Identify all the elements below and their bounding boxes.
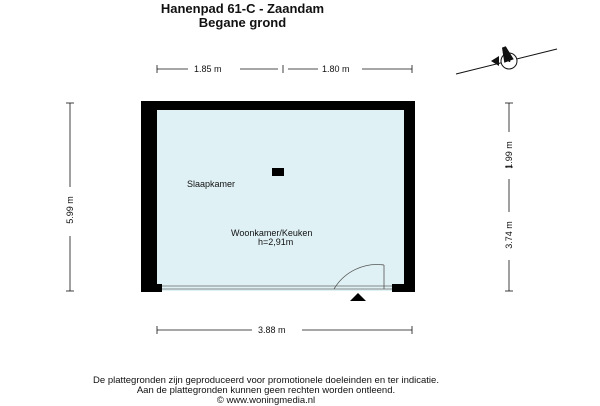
room-ceiling-height: h=2,91m bbox=[258, 237, 294, 247]
right-dimension-line bbox=[505, 103, 513, 291]
room-label-slaapkamer: Slaapkamer bbox=[187, 179, 236, 189]
dimension-right-upper: 1.99 m bbox=[504, 141, 514, 169]
dimension-bottom: 3.88 m bbox=[258, 325, 286, 335]
compass-letter: N bbox=[505, 55, 511, 64]
plan-title-address: Hanenpad 61-C - Zaandam bbox=[160, 1, 325, 16]
dimension-top-left: 1.85 m bbox=[194, 64, 222, 74]
disclaimer-website: © www.woningmedia.nl bbox=[216, 395, 316, 406]
dimension-left: 5.99 m bbox=[65, 196, 75, 224]
entrance-arrow-icon bbox=[350, 293, 366, 301]
room-label-woonkamer: Woonkamer/Keuken bbox=[231, 228, 313, 238]
dimension-right-lower: 3.74 m bbox=[504, 221, 514, 249]
plan-title-floor: Begane grond bbox=[198, 15, 287, 30]
disclaimer-line-1: De plattegronden zijn geproduceerd voor promotionele doeleinden en ter indicatie. bbox=[93, 375, 439, 386]
small-column bbox=[272, 168, 284, 176]
room-floor bbox=[148, 104, 413, 291]
dimension-top-right: 1.80 m bbox=[322, 64, 350, 74]
disclaimer-line-2: Aan de plattegronden kunnen geen rechten worden ontleend. bbox=[136, 385, 396, 396]
